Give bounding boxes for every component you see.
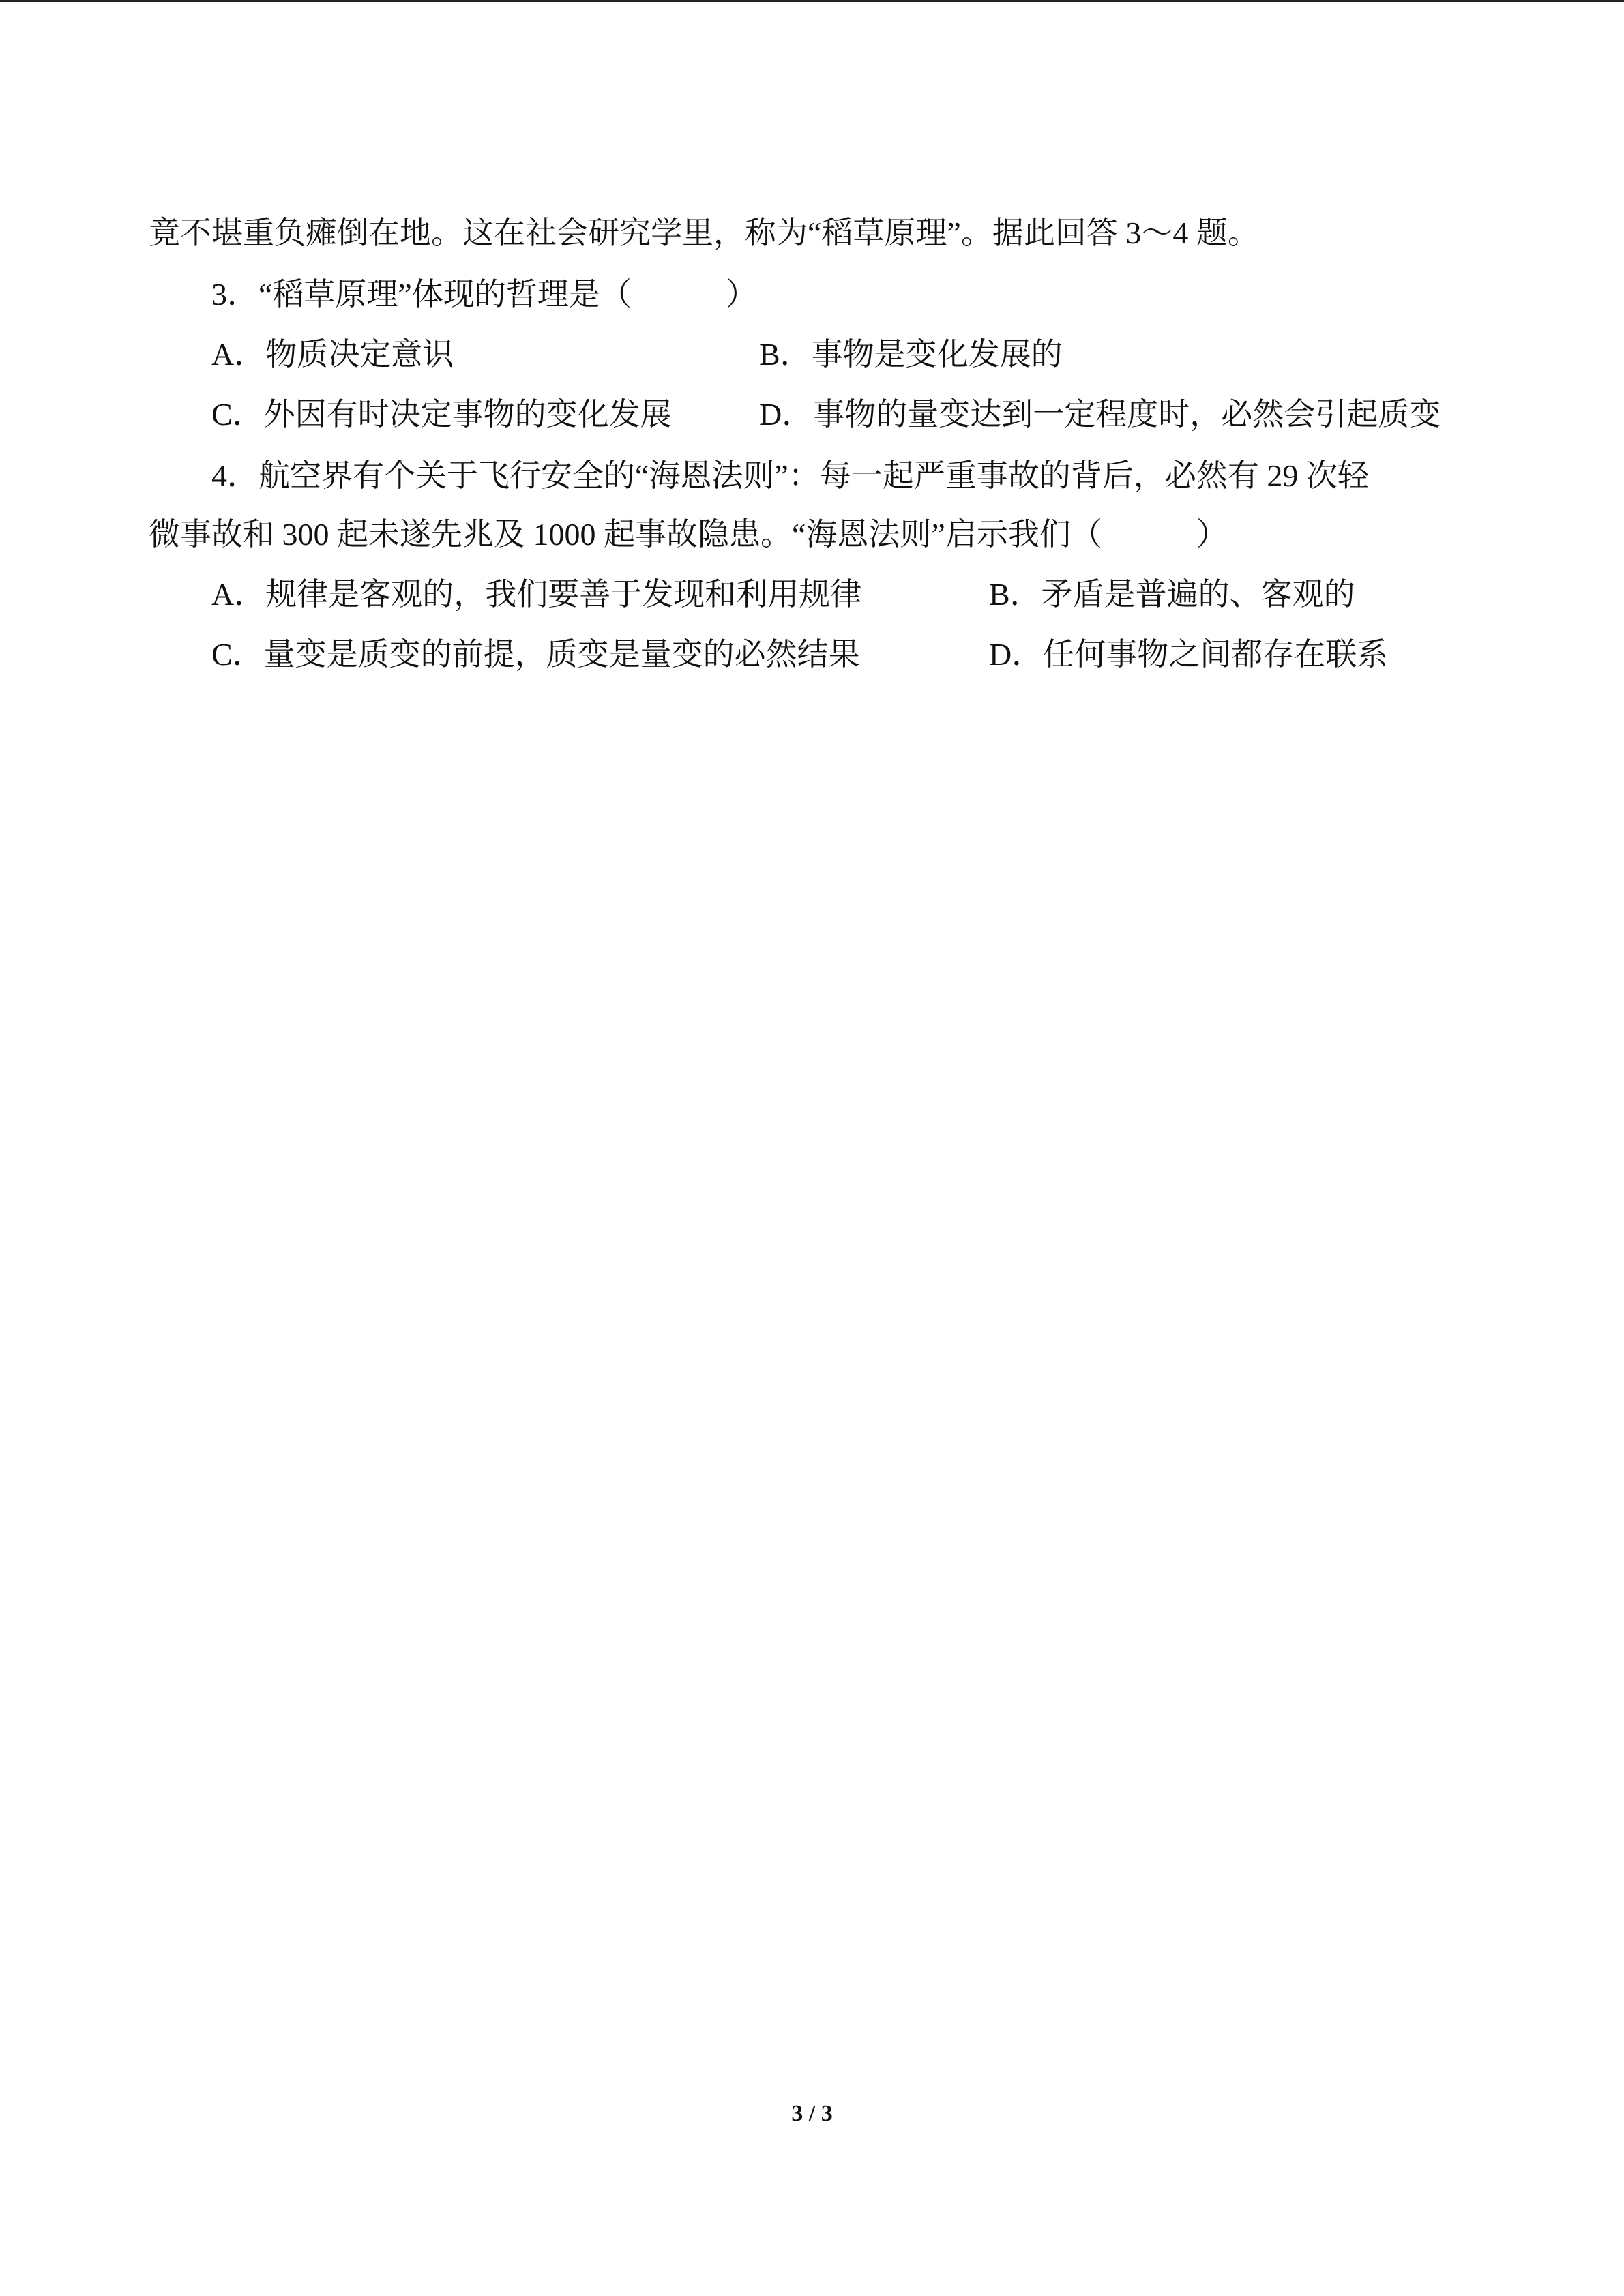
page-number: 3 / 3 <box>791 2101 833 2126</box>
question-4-option-b: B．矛盾是普遍的、客观的 <box>989 577 1355 612</box>
question-3-option-c: C．外因有时决定事物的变化发展 <box>211 397 672 432</box>
page-top-border <box>0 0 1624 2</box>
question-3-stem: 3．“稻草原理”体现的哲理是（ ） <box>211 277 757 312</box>
question-3-option-d: D．事物的量变达到一定程度时，必然会引起质变 <box>759 397 1441 432</box>
question-4-stem-line-1: 4．航空界有个关于飞行安全的“海恩法则”：每一起严重事故的背后，必然有 29 次轻 <box>211 458 1369 493</box>
question-4-stem-line-2: 微事故和 300 起未遂先兆及 1000 起事故隐患。“海恩法则”启示我们（ ） <box>149 517 1228 552</box>
question-3-option-a: A．物质决定意识 <box>211 337 454 372</box>
question-4-option-d: D．任何事物之间都存在联系 <box>989 637 1389 672</box>
question-4-option-c: C．量变是质变的前提，质变是量变的必然结果 <box>211 637 860 672</box>
passage-continuation: 竟不堪重负瘫倒在地。这在社会研究学里，称为“稻草原理”。据此回答 3～4 题。 <box>149 215 1259 250</box>
question-4-option-a: A．规律是客观的，我们要善于发现和利用规律 <box>211 577 862 612</box>
question-3-option-b: B．事物是变化发展的 <box>759 337 1063 372</box>
